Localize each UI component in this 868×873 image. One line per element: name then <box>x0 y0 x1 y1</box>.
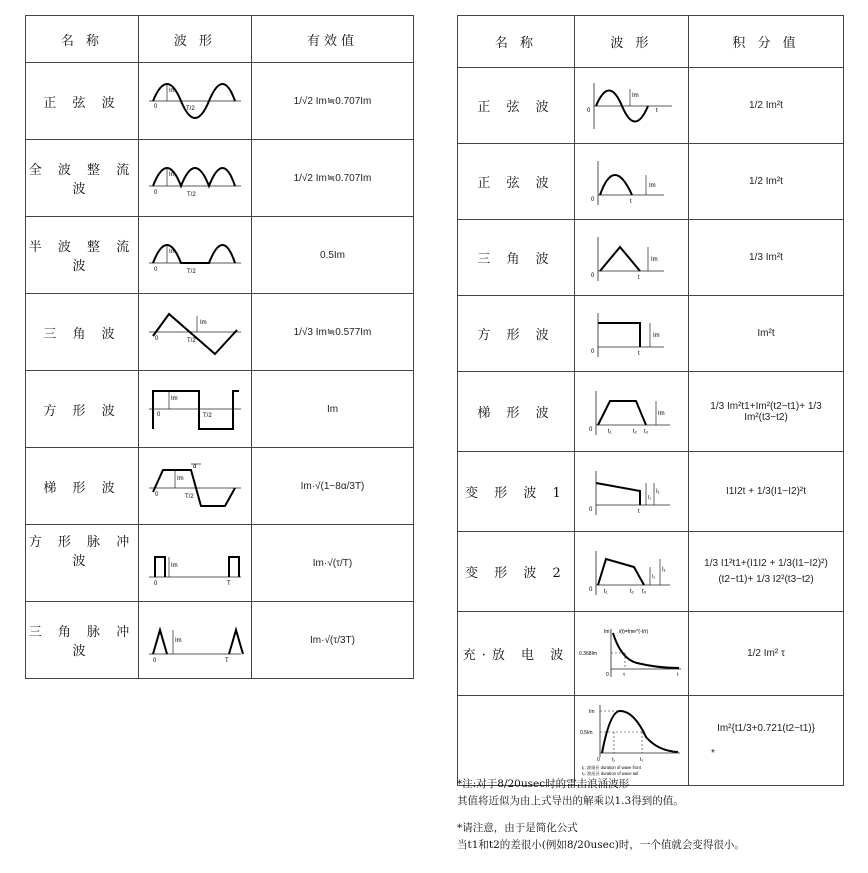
svg-text:I₁: I₁ <box>655 488 660 495</box>
rms-value: Im <box>252 371 414 448</box>
svg-text:0: 0 <box>588 586 592 593</box>
charge-discharge-icon <box>575 612 689 696</box>
full-wave-rectified-icon <box>139 140 252 217</box>
row-name: 梯 形 波 <box>26 448 139 525</box>
svg-text:0: 0 <box>154 104 158 110</box>
svg-text:T: T <box>227 581 231 587</box>
svg-text:0: 0 <box>153 658 157 664</box>
svg-text:0: 0 <box>154 190 158 196</box>
integral-value: 1/3 I1²t1+(I1I2 + 1/3(I1−I2)²) (t2−t1)+ 1/3 I2²(t3−t2) <box>689 532 844 612</box>
svg-text:t₁: t₁ <box>611 756 615 763</box>
rms-value: 1/√2 Im≒0.707Im <box>252 140 414 217</box>
note-line: *注:对于8/20usec时的雷击浪涌波形 <box>457 778 630 790</box>
row-name: 正 弦 波 <box>458 68 575 144</box>
row-name: 全 波 整 流 波 <box>26 140 139 217</box>
svg-text:0: 0 <box>605 671 609 678</box>
svg-text:t₃: t₃ <box>643 428 648 435</box>
rms-value: Im·√(1−8α/3T) <box>252 448 414 525</box>
svg-text:0: 0 <box>596 756 600 763</box>
row-name: 方 形 脉 冲 波 <box>26 525 139 602</box>
svg-text:Im: Im <box>175 638 182 644</box>
svg-text:Im: Im <box>169 172 176 178</box>
svg-text:T/2: T/2 <box>187 269 196 275</box>
note-line: 其值将近似为由上式导出的解乘以1.3得到的值。 <box>457 795 684 807</box>
svg-text:I₁: I₁ <box>661 566 666 573</box>
svg-text:t₃: t₃ <box>641 588 646 595</box>
svg-text:t₂: t₂ <box>629 588 634 595</box>
svg-text:Im: Im <box>652 332 660 339</box>
svg-text:0.368Im: 0.368Im <box>578 650 597 657</box>
svg-text:Im: Im <box>588 708 595 715</box>
header-rms: 有效值 <box>252 16 414 63</box>
row-name: 正 弦 波 <box>458 144 575 220</box>
left-table <box>25 15 414 679</box>
note-line: *请注意，由于是简化公式 <box>457 822 578 834</box>
svg-text:T/2: T/2 <box>186 106 195 112</box>
row-name: 三 角 脉 冲 波 <box>26 602 139 679</box>
svg-text:T/2: T/2 <box>187 338 196 344</box>
integral-value: 1/3 Im²t1+Im²(t2−t1)+ 1/3 Im²(t3−t2) <box>689 372 844 452</box>
svg-text:Im: Im <box>169 88 176 94</box>
square-icon <box>575 296 689 372</box>
svg-text:Im: Im <box>650 256 658 263</box>
svg-text:0: 0 <box>588 426 592 433</box>
deformed-wave-2-icon <box>575 532 689 612</box>
rms-value: 0.5Im <box>252 217 414 294</box>
integral-value: 1/3 Im²t <box>689 220 844 296</box>
rms-value: Im·√(τ/T) <box>252 525 414 602</box>
svg-text:Im: Im <box>171 563 178 569</box>
row-name: 方 形 波 <box>458 296 575 372</box>
deformed-wave-1-icon <box>575 452 689 532</box>
integral-value: 1/2 Im²t <box>689 144 844 220</box>
svg-text:0: 0 <box>590 272 594 279</box>
svg-text:t: t <box>629 198 632 205</box>
sine-wave-icon <box>575 68 689 144</box>
integral-value: 1/2 Im² τ <box>689 612 844 696</box>
rms-value: 1/√3 Im≒0.577Im <box>252 294 414 371</box>
row-name: 正 弦 波 <box>26 63 139 140</box>
integral-value: Im²t <box>689 296 844 372</box>
sine-wave-icon <box>139 63 252 140</box>
row-name <box>458 696 575 786</box>
triangle-pulse-icon <box>139 602 252 679</box>
svg-text:t: t <box>676 671 678 678</box>
svg-text:0: 0 <box>154 581 158 587</box>
row-name: 变 形 波 2 <box>458 532 575 612</box>
svg-text:t: t <box>655 107 658 114</box>
svg-text:Im: Im <box>631 92 639 99</box>
svg-text:0: 0 <box>155 336 159 342</box>
svg-text:Im: Im <box>657 410 665 417</box>
rms-value: 1/√2 Im≒0.707Im <box>252 63 414 140</box>
svg-text:t₂: t₂ <box>632 428 637 435</box>
trapezoid-icon <box>575 372 689 452</box>
half-wave-rectified-icon <box>139 217 252 294</box>
svg-text:0: 0 <box>157 412 161 418</box>
header-wave: 波 形 <box>139 16 252 63</box>
row-name: 梯 形 波 <box>458 372 575 452</box>
header-name: 名 称 <box>458 16 575 68</box>
half-sine-icon <box>575 144 689 220</box>
svg-text:t: t <box>637 274 640 281</box>
svg-text:0.5Im: 0.5Im <box>579 729 593 736</box>
integral-value: 1/2 Im²t <box>689 68 844 144</box>
svg-text:0: 0 <box>588 506 592 513</box>
square-wave-icon <box>139 371 252 448</box>
svg-text:Im: Im <box>603 628 610 635</box>
row-name: 变 形 波 1 <box>458 452 575 532</box>
triangle-wave-icon <box>139 294 252 371</box>
note-line: 当t1和t2的差很小(例如8/20usec)时，一个值就会变得很小。 <box>457 839 745 851</box>
svg-text:I₂: I₂ <box>647 494 651 501</box>
svg-text:t: t <box>637 350 640 357</box>
svg-text:T/2: T/2 <box>185 494 194 500</box>
svg-text:0: 0 <box>590 348 594 355</box>
svg-text:t: t <box>637 508 640 515</box>
integral-value: I1I2t + 1/3(I1−I2)²t <box>689 452 844 532</box>
triangle-icon <box>575 220 689 296</box>
svg-text:Im: Im <box>200 320 207 326</box>
svg-text:Im: Im <box>177 476 184 482</box>
svg-text:Im: Im <box>171 396 178 402</box>
svg-text:Im: Im <box>169 249 176 255</box>
svg-text:t₁: t₁ <box>607 428 612 435</box>
svg-text:T: T <box>225 658 229 664</box>
svg-text:α: α <box>193 464 197 470</box>
header-integral: 积 分 值 <box>689 16 844 68</box>
svg-text:t₁: t₁ <box>603 588 608 595</box>
svg-text:0: 0 <box>154 267 158 273</box>
svg-text:0: 0 <box>586 107 590 114</box>
svg-text:T/2: T/2 <box>203 413 212 419</box>
row-name: 半 波 整 流 波 <box>26 217 139 294</box>
svg-text:0: 0 <box>155 492 159 498</box>
surge-wave-icon <box>575 696 689 786</box>
svg-text:Im: Im <box>648 182 656 189</box>
svg-text:T/2: T/2 <box>187 192 196 198</box>
notes <box>457 776 745 854</box>
header-name: 名 称 <box>26 16 139 63</box>
integral-value: Im²{t1/3+0.721(t2−t1)} * <box>689 696 844 786</box>
svg-text:I₂: I₂ <box>651 573 655 580</box>
svg-text:τ: τ <box>622 671 625 678</box>
svg-text:t₂: t₂ <box>639 756 643 763</box>
svg-text:0: 0 <box>590 196 594 203</box>
header-wave: 波 形 <box>575 16 689 68</box>
row-name: 三 角 波 <box>458 220 575 296</box>
row-name: 方 形 波 <box>26 371 139 448</box>
row-name: 三 角 波 <box>26 294 139 371</box>
svg-text:i(t)=Ime^(-t/τ): i(t)=Ime^(-t/τ) <box>618 628 648 635</box>
row-name: 充·放 电 波 <box>458 612 575 696</box>
rms-value: Im·√(τ/3T) <box>252 602 414 679</box>
right-table <box>457 15 844 786</box>
svg-text:t₁: 波頭長 duration of wave front: t₁: 波頭長 duration of wave front <box>581 764 641 770</box>
square-pulse-icon <box>139 525 252 602</box>
svg-text:t₂: 波尾長 duration of wave tail: t₂: 波尾長 duration of wave tail <box>581 770 638 776</box>
trapezoid-wave-icon <box>139 448 252 525</box>
